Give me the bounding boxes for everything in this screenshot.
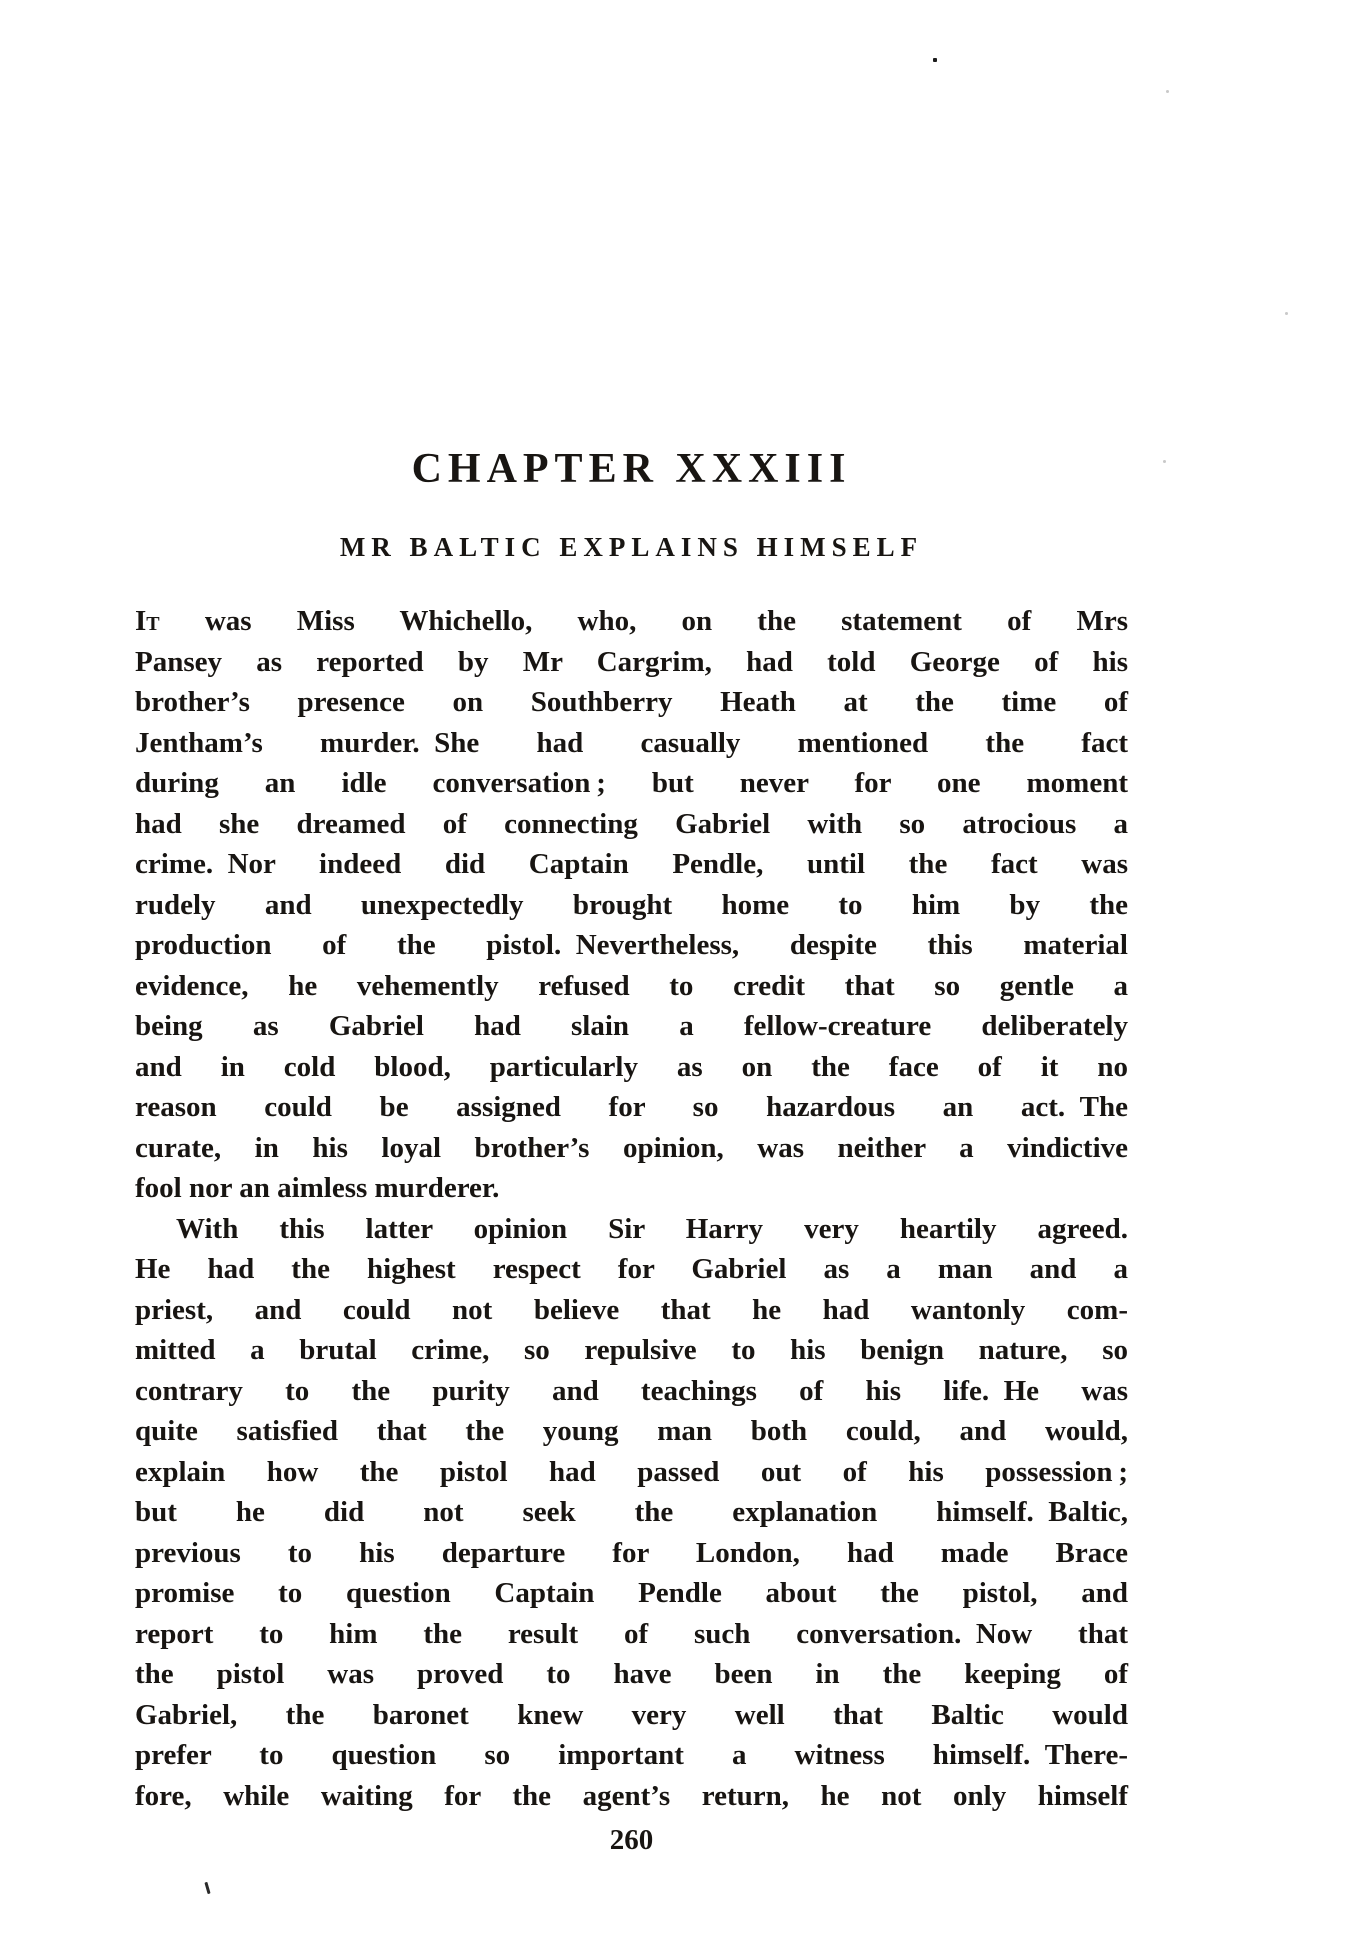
text-line: Jentham’s murder. She had casually mentioned the fact: [135, 726, 1128, 759]
paragraph-lead-word: It: [135, 605, 160, 637]
text-line: explain how the pistol had passed out of his possession ;: [135, 1455, 1128, 1488]
text-line: priest, and could not believe that he had wantonly com-: [135, 1293, 1128, 1326]
text-line: but he did not seek the explanation himself. Baltic,: [135, 1496, 1128, 1528]
text-line: had she dreamed of connecting Gabriel with so atrocious a: [135, 807, 1128, 840]
text-line: prefer to question so important a witness himself. There-: [135, 1739, 1128, 1771]
scan-speck: [1166, 90, 1169, 93]
text-line: promise to question Captain Pendle about the pistol, and: [135, 1577, 1128, 1609]
text-line: during an idle conversation ; but never for one moment: [135, 767, 1128, 799]
text-line: rudely and unexpectedly brought home to him by the: [135, 888, 1128, 921]
text-line: With this latter opinion Sir Harry very heartily agreed.: [176, 1212, 1128, 1245]
scan-speck: [1285, 312, 1288, 315]
text-line: and in cold blood, particularly as on the face of it no: [135, 1050, 1128, 1083]
text-line: mitted a brutal crime, so repulsive to his benign nature, so: [135, 1334, 1128, 1366]
text-line: brother’s presence on Southberry Heath at the time of: [135, 686, 1128, 718]
text-line: previous to his departure for London, had made Brace: [135, 1536, 1128, 1569]
page-number: 260: [609, 1824, 654, 1856]
text-line: curate, in his loyal brother’s opinion, was neither a vindictive: [135, 1131, 1128, 1164]
text-line: Gabriel, the baronet knew very well that Baltic would: [135, 1698, 1128, 1731]
text-line: evidence, he vehemently refused to credit that so gentle a: [135, 969, 1128, 1002]
text-line: Pansey as reported by Mr Cargrim, had told George of his: [135, 645, 1128, 678]
text-line: quite satisfied that the young man both could, and would,: [135, 1415, 1128, 1447]
text-line: He had the highest respect for Gabriel as a man and a: [135, 1253, 1128, 1285]
text-line: fool nor an aimless murderer.: [135, 1172, 500, 1204]
text-line-rest: was Miss Whichello, who, on the statement of Mrs: [159, 605, 1128, 637]
text-line: [135, 601, 1128, 642]
scan-speck: [933, 58, 937, 62]
text-line: crime. Nor indeed did Captain Pendle, until the fact was: [135, 848, 1128, 880]
chapter-heading: CHAPTER XXXIII: [411, 446, 852, 492]
text-line: reason could be assigned for so hazardous an act. The: [135, 1091, 1128, 1123]
text-line: report to him the result of such conversation. Now that: [135, 1617, 1128, 1650]
body-text: [135, 601, 1128, 1816]
scan-scratch: [204, 1882, 210, 1894]
text-line: being as Gabriel had slain a fellow-creature deliberately: [135, 1010, 1128, 1042]
text-line: production of the pistol. Nevertheless, despite this material: [135, 929, 1128, 961]
scan-speck: [1163, 460, 1166, 463]
chapter-subtitle: MR BALTIC EXPLAINS HIMSELF: [339, 532, 924, 562]
text-line: the pistol was proved to have been in the keeping of: [135, 1658, 1128, 1690]
text-line: contrary to the purity and teachings of his life. He was: [135, 1374, 1128, 1407]
text-line: fore, while waiting for the agent’s return, he not only himself: [135, 1779, 1128, 1812]
